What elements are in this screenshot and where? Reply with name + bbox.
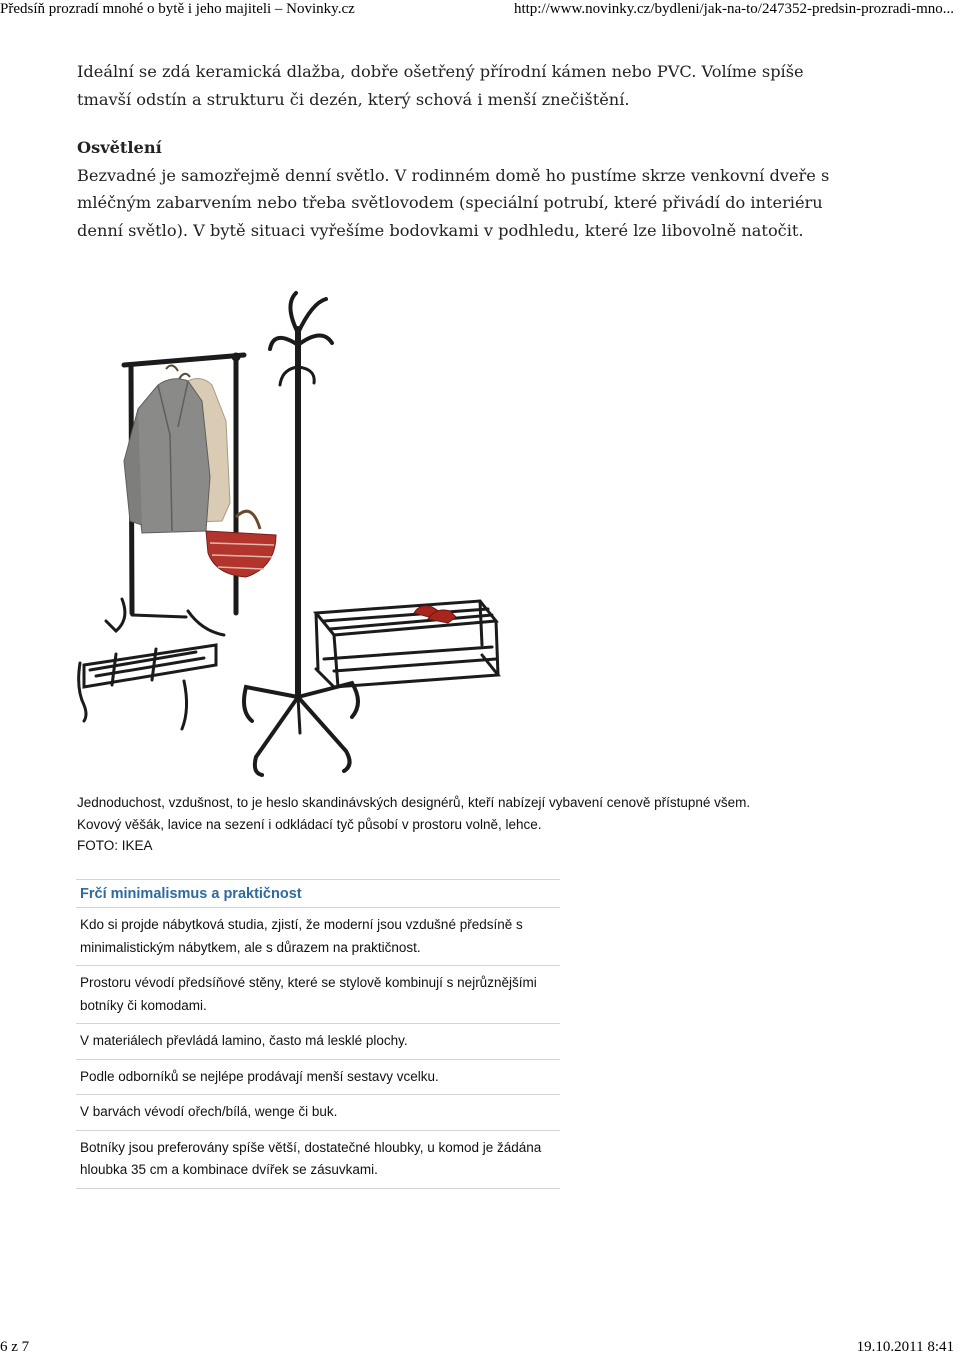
caption-line-1: Jednoduchost, vzdušnost, to je heslo skandinávských designérů, kteří nabízejí vybavení cenově přístupné všem.: [77, 795, 751, 810]
infobox-item: V materiálech převládá lamino, často má lesklé plochy.: [76, 1024, 560, 1060]
photo-caption: [77, 792, 857, 857]
caption-line-2: Kovový věšák, lavice na sezení i odkládací tyč působí v prostoru volně, lehce.: [77, 816, 542, 832]
photo-credit: FOTO: IKEA: [77, 838, 153, 853]
shoe-bench: [316, 601, 498, 687]
infobox-item: Botníky jsou preferovány spíše větší, dostatečné hloubky, u komod je žádána hloubka 35 cm a kombinace dvířek se zásuvkami.: [76, 1131, 560, 1189]
infobox-title: Frčí minimalismus a praktičnost: [76, 879, 560, 908]
page-number: 6 z 7: [0, 1339, 30, 1355]
infobox-item: V barvách vévodí ořech/bílá, wenge či buk.: [76, 1095, 560, 1131]
left-shoe-rack: [79, 599, 224, 729]
print-header: [0, 0, 960, 20]
lighting-heading: Osvětlení: [77, 138, 162, 157]
infobox-item: Podle odborníků se nejlépe prodávají menší sestavy vcelku.: [76, 1060, 560, 1096]
infobox-minimalism: [76, 879, 560, 1189]
infobox-item: Kdo si projde nábytková studia, zjistí, že moderní jsou vzdušné předsíně s minimalistickým nábytkem, ale s důrazem na praktičnost.: [76, 908, 560, 966]
hallway-furniture-photo: [76, 285, 506, 780]
infobox-item: Prostoru vévodí předsíňové stěny, které se stylově kombinují s nejrůznějšími botníky či komodami.: [76, 966, 560, 1024]
print-datetime: 19.10.2011 8:41: [856, 1339, 954, 1355]
print-page-title: Předsíň prozradí mnohé o bytě i jeho majiteli – Novinky.cz: [0, 1, 355, 17]
lighting-paragraph: Bezvadné je samozřejmě denní světlo. V rodinném domě ho pustíme skrze venkovní dveře s mléčným zabarvením nebo třeba světlovodem (speciální potrubí, které přivádí do interiéru denní světlo). V bytě situaci vyřešíme bodovkami v podhledu, které lze libovolně natočit.: [77, 165, 830, 240]
floor-paragraph: Ideální se zdá keramická dlažba, dobře ošetřený přírodní kámen nebo PVC. Volíme spíše tmavší odstín a strukturu či dezén, který schová i menší znečištění.: [77, 62, 804, 109]
article-body: [77, 58, 837, 244]
print-footer: [0, 1338, 960, 1357]
print-page-url[interactable]: http://www.novinky.cz/bydleni/jak-na-to/247352-predsin-prozradi-mno...: [513, 1, 954, 17]
